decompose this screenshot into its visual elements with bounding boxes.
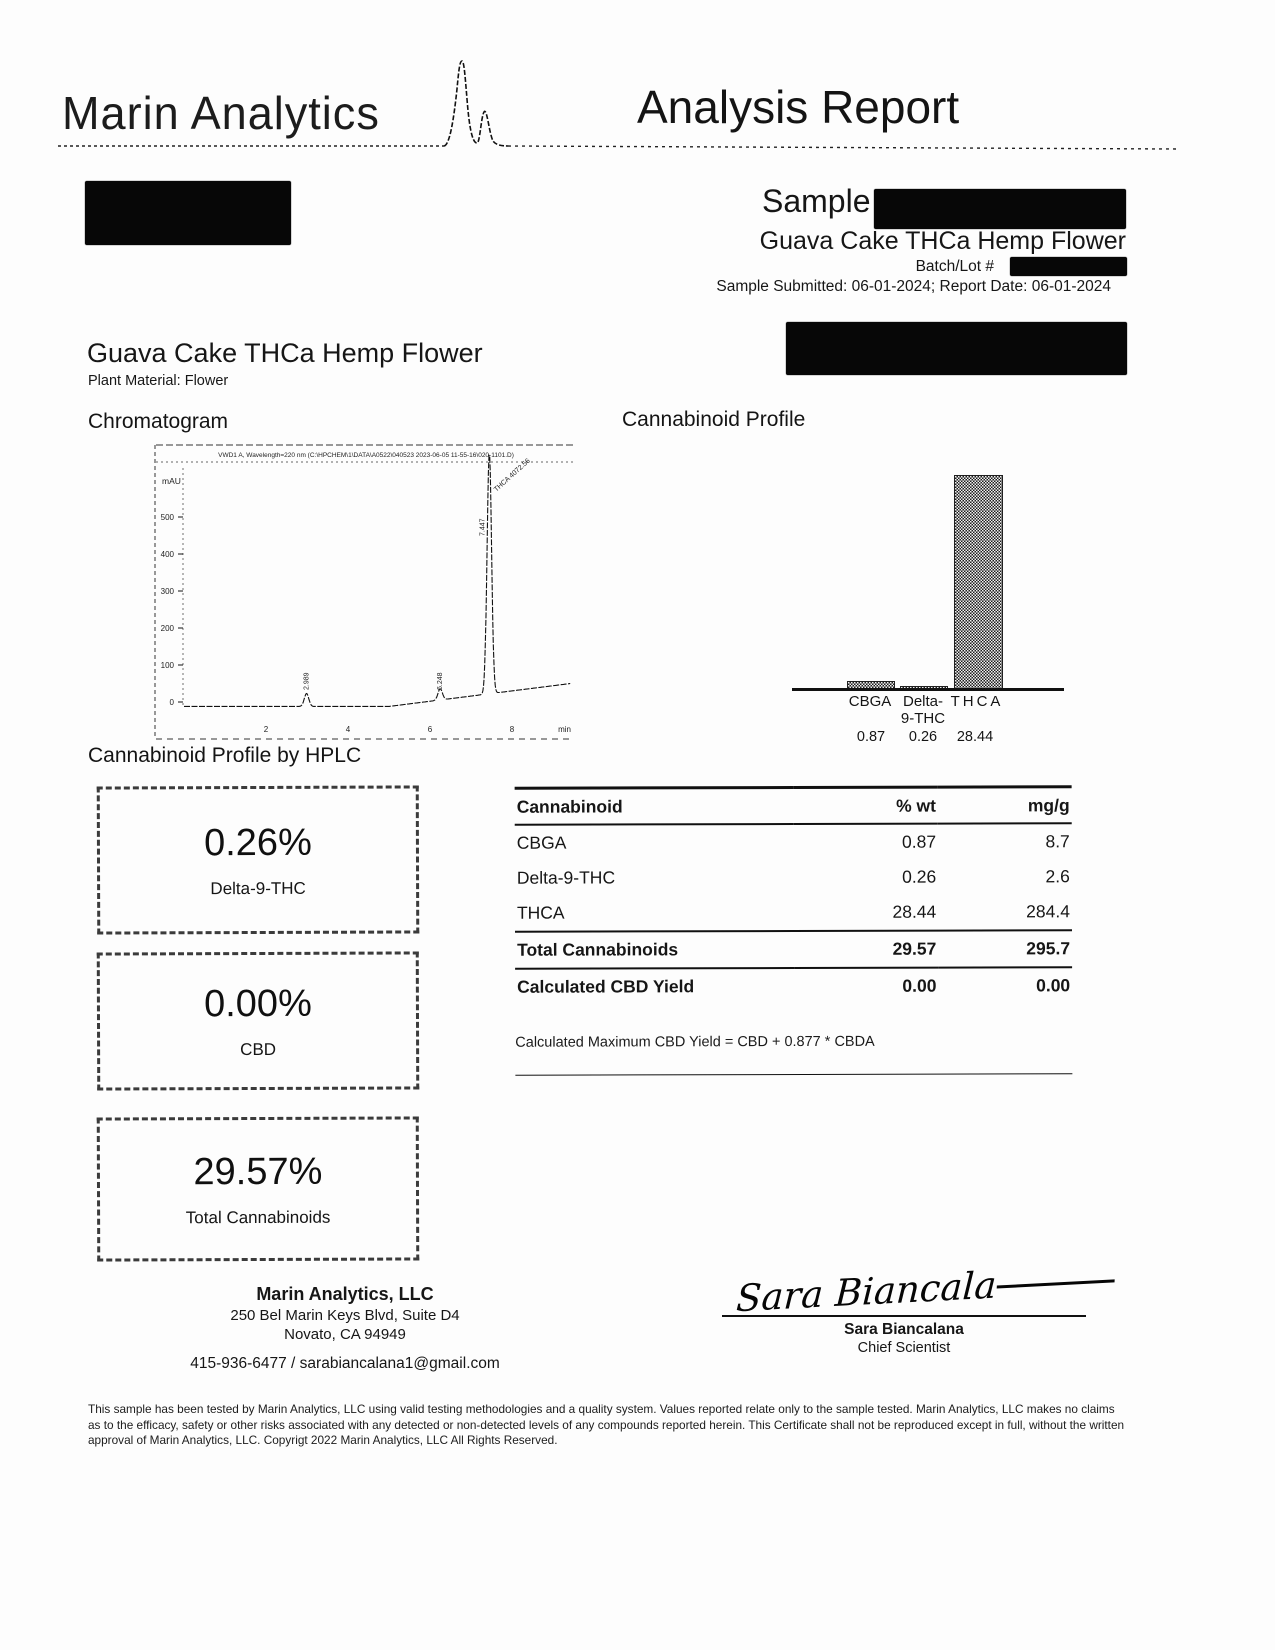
signature-flourish — [996, 1279, 1114, 1288]
svg-text:6.248: 6.248 — [437, 672, 445, 690]
chromatogram-peak-labels — [304, 457, 532, 690]
logo-chromatogram-peak-graphic — [58, 53, 1176, 161]
bar-value-thca: 28.44 — [956, 729, 994, 745]
table-row-delta-9-thc — [515, 859, 1072, 895]
cell-pct: 0.26 — [902, 866, 937, 887]
svg-text:2: 2 — [263, 725, 269, 734]
plant-material-subtitle: Plant Material: Flower — [88, 373, 229, 389]
cell-pct: 29.57 — [794, 931, 939, 968]
chromatogram-y-axis-label: mAU — [162, 476, 181, 486]
svg-text:6: 6 — [427, 725, 433, 734]
svg-text:8: 8 — [509, 725, 515, 734]
cell-mgg: 284.4 — [1026, 901, 1070, 922]
horizontal-rule — [515, 1073, 1072, 1075]
cell-pct: 0.87 — [901, 831, 937, 852]
summary-box-cbd — [97, 951, 419, 1090]
summary-label: CBD — [240, 1039, 277, 1059]
cell-name: THCA — [516, 902, 565, 923]
submitted-report-dates: Sample Submitted: 06-01-2024; Report Date: 06-01-2024 — [716, 278, 1111, 295]
bar-tick-thca: THCA — [950, 693, 1004, 710]
company-logo: Marin Analytics — [62, 87, 380, 139]
signature-script-text: Sara Biancala — [735, 1263, 998, 1321]
report-title: Analysis Report — [637, 81, 960, 133]
svg-text:400: 400 — [160, 550, 174, 559]
bar-chart-axis — [792, 688, 1064, 691]
bar-tick-delta-line2: 9-THC — [900, 709, 946, 727]
chromatogram-heading: Chromatogram — [88, 410, 229, 433]
cell-mgg: 295.7 — [938, 930, 1072, 967]
sample-label: Sample — [762, 183, 871, 219]
cell-name: Calculated CBD Yield — [515, 968, 794, 1005]
table-row-total-cannabinoids — [515, 930, 1072, 968]
svg-text:300: 300 — [160, 587, 174, 596]
bar-tick-delta-line1: Delta- — [902, 693, 943, 710]
signer-title: Chief Scientist — [857, 1340, 951, 1356]
signer-name: Sara Biancalana — [844, 1321, 964, 1338]
cannabinoid-profile-bar-chart — [790, 448, 1070, 758]
redaction-bar-address — [786, 322, 1127, 375]
cbd-yield-footnote: Calculated Maximum CBD Yield = CBD + 0.877 * CBDA — [515, 1033, 875, 1051]
hplc-results-table — [515, 785, 1073, 1004]
sample-name: Guava Cake THCa Hemp Flower — [759, 227, 1126, 255]
lab-address-line1: 250 Bel Marin Keys Blvd, Suite D4 — [230, 1307, 460, 1324]
bar-value-cbga: 0.87 — [856, 729, 886, 745]
summary-box-total-cannabinoids — [97, 1116, 420, 1261]
redaction-bar-sample-id — [874, 189, 1126, 229]
svg-text:4: 4 — [345, 725, 351, 734]
summary-value: 0.26% — [203, 821, 312, 864]
svg-text:200: 200 — [160, 624, 174, 633]
hplc-results-column — [515, 785, 1073, 1075]
svg-text:500: 500 — [160, 513, 174, 522]
cell-name: Total Cannabinoids — [515, 931, 794, 969]
redaction-bar-client — [85, 181, 291, 245]
cell-name: Delta-9-THC — [516, 867, 616, 888]
batch-lot-row — [700, 257, 1127, 276]
cell-mgg: 0.00 — [938, 967, 1072, 1003]
bar-thca — [954, 475, 1003, 689]
table-header-row — [515, 787, 1072, 825]
svg-text:THCA 4072.56: THCA 4072.56 — [492, 457, 532, 494]
svg-text:100: 100 — [160, 661, 174, 670]
svg-text:0: 0 — [169, 698, 174, 707]
chromatogram-trace — [184, 455, 570, 706]
cannabinoid-profile-heading: Cannabinoid Profile — [622, 408, 806, 431]
redaction-bar-batch — [1010, 257, 1127, 276]
legal-disclaimer: This sample has been tested by Marin Analytics, LLC using valid testing methodologies and a quality system. Values reported relate only to the sample tested. Marin Analytics, LLC makes no claims as to the efficacy, safety or other risks associated with any detected or non-detected levels of any compounds reported herein. This Certificate shall not be reproduced except in full, without the written approval of Marin Analytics, LLC. Copyrigt 2022 Marin Analytics, LLC All Rights Reserved. — [88, 1402, 1125, 1448]
product-title: Guava Cake THCa Hemp Flower — [87, 338, 483, 368]
summary-value: 29.57% — [193, 1150, 323, 1193]
summary-value: 0.00% — [203, 982, 312, 1025]
chromatogram-plot — [150, 440, 578, 742]
lab-contact: 415-936-6477 / sarabiancalana1@gmail.com — [190, 1355, 500, 1372]
col-header-mg-g: mg/g — [938, 787, 1072, 824]
hplc-heading: Cannabinoid Profile by HPLC — [88, 744, 362, 767]
table-row-cbga — [515, 823, 1072, 860]
chromatogram-axes — [161, 513, 571, 734]
table-row-thca — [515, 894, 1072, 931]
lab-name: Marin Analytics, LLC — [256, 1284, 434, 1304]
signature-handwriting — [735, 1259, 1087, 1320]
svg-text:2.989: 2.989 — [303, 672, 311, 690]
signature-block — [722, 1263, 1086, 1356]
table-row-calculated-cbd-yield — [515, 967, 1072, 1004]
col-header-cannabinoid: Cannabinoid — [515, 788, 794, 825]
summary-label: Delta-9-THC — [210, 878, 306, 898]
batch-lot-label: Batch/Lot # — [915, 257, 994, 275]
lab-address-block — [175, 1284, 515, 1373]
summary-box-delta-9-thc — [97, 785, 420, 934]
svg-text:min: min — [558, 725, 571, 734]
col-header-pct-wt: % wt — [793, 787, 938, 824]
cell-pct: 0.00 — [794, 968, 939, 1004]
bar-value-delta-9-thc: 0.26 — [908, 729, 938, 745]
svg-text:7.447: 7.447 — [479, 518, 487, 536]
chromatogram-title: VWD1 A, Wavelength=220 nm (C:\HPCHEM\1\DATA\A0522\040523 2023-06-05 11-55-16\020-1101.D) — [218, 452, 514, 459]
cell-name: CBGA — [516, 832, 567, 853]
lab-address-line2: Novato, CA 94949 — [284, 1326, 406, 1343]
cell-mgg: 8.7 — [1045, 831, 1070, 852]
summary-label: Total Cannabinoids — [185, 1207, 331, 1227]
bar-tick-cbga: CBGA — [848, 693, 892, 710]
cell-mgg: 2.6 — [1045, 866, 1070, 887]
cell-pct: 28.44 — [892, 901, 937, 922]
